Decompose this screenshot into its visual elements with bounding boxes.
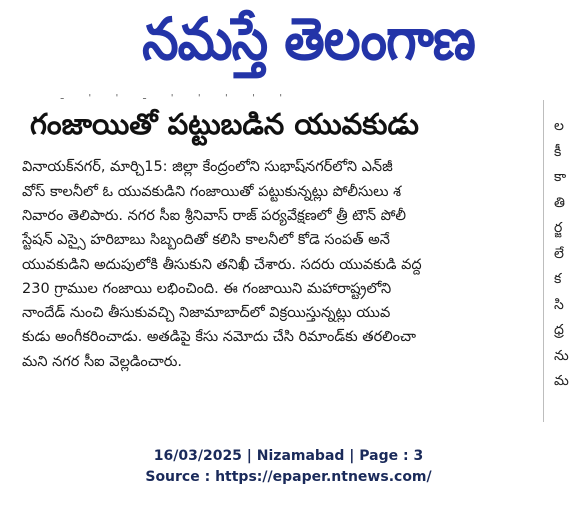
- article: [22, 108, 534, 374]
- fragment-text: ర్జ: [554, 220, 563, 236]
- fragment-text: లే: [554, 245, 564, 262]
- article-line: వినాయక్‌నగర్, మార్చి15: జిల్లా కేంద్రంలోని సుభాష్‌నగర్‌లోని ఎన్‌జీ: [22, 159, 393, 176]
- article-line: నాందేడ్ నుంచి తీసుకువచ్చి నిజామాబాద్‌లో విక్రయిస్తున్నట్లు యువ: [22, 305, 391, 322]
- article-line: నివారం తెలిపారు. నగర సీఐ శ్రీనివాస్ రాజ్ పర్యవేక్షణలో త్రీ టౌన్ పోలీ: [22, 207, 407, 224]
- adjacent-column-fragment: [554, 114, 577, 395]
- cut-text-fragment: - ' ' - ' ' ' ' ': [60, 94, 293, 102]
- article-line: వోస్ కాలనీలో ఓ యువకుడిని గంజాయితో పట్టుకున్నట్లు పోలీసులు శ: [22, 183, 402, 200]
- fragment-text: మ: [554, 373, 569, 389]
- fragment-text: ధ్ర: [554, 322, 564, 338]
- edition-info: 16/03/2025 | Nizamabad | Page : 3: [153, 448, 424, 464]
- clipping-footer: [0, 446, 577, 488]
- fragment-text: కా: [554, 169, 567, 185]
- article-headline: గంజాయితో పట్టుబడిన యువకుడు: [30, 107, 419, 141]
- masthead-logo: నమస్తే తెలంగాణ: [142, 6, 475, 74]
- article-line: యువకుడిని అదుపులోకి తీసుకుని తనిఖీ చేశారు. సదరు యువకుడి వద్ద: [22, 256, 422, 273]
- news-clipping: [0, 92, 577, 430]
- fragment-text: కీ: [554, 143, 562, 160]
- fragment-text: ను: [554, 347, 569, 364]
- article-line: స్టేషన్ ఎస్సై హరిబాబు సిబ్బందితో కలిసి కాలనీలో కోడె సంపత్ అనే: [22, 232, 390, 249]
- fragment-text: సి: [554, 296, 564, 313]
- fragment-text: క: [554, 271, 562, 287]
- article-line: మని నగర సీఐ వెల్లడించారు.: [22, 353, 182, 370]
- source-link[interactable]: Source : https://epaper.ntnews.com/: [145, 469, 432, 485]
- article-line: కుడు అంగీకరించాడు. అతడిపై కేసు నమోదు చేసి రిమాండ్‌కు తరలించా: [22, 329, 417, 346]
- newspaper-masthead: [0, 0, 577, 80]
- column-divider: [543, 100, 544, 422]
- article-line: 230 గ్రాముల గంజాయి లభించింది. ఈ గంజాయిని మహారాష్ట్రలోని: [22, 280, 392, 297]
- fragment-text: తి: [554, 194, 565, 211]
- fragment-text: ల: [554, 118, 564, 134]
- article-body: [22, 155, 534, 374]
